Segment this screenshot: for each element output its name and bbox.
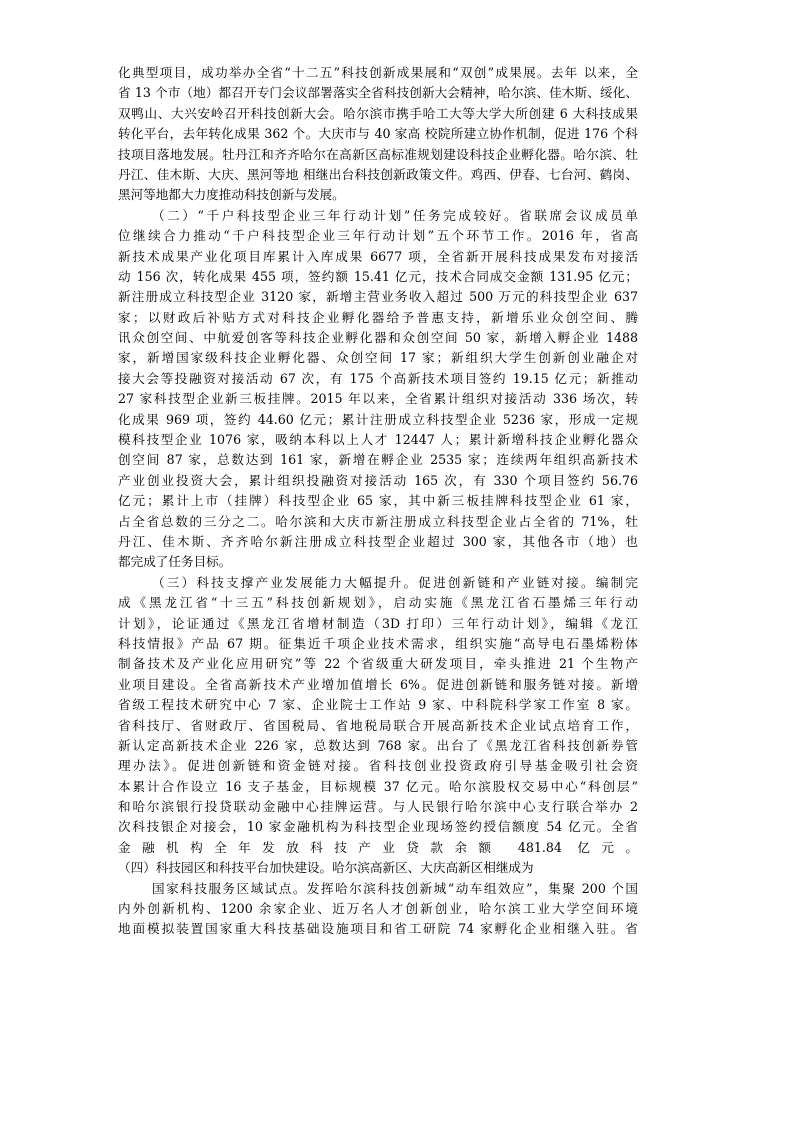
text-line: 丹江、佳木斯、大庆、黑河等地 相继出台科技创新政策文件。鸡西、伊春、七台河、鹤岗、 bbox=[118, 166, 638, 182]
text-line: 家，新增国家级科技企业孵化器、众创空间 17 家；新组织大学生创新创业融企对 bbox=[118, 350, 638, 366]
text-line: 都完成了任务目标。 bbox=[118, 554, 232, 570]
text-line: 业项目建设。全省高新技术产业增加值增长 6%。促进创新链和服务链对接。新增 bbox=[118, 676, 638, 692]
text-line: 讯众创空间、中航爱创客等科技企业孵化器和众创空间 50 家，新增入孵企业 1488 bbox=[118, 330, 638, 346]
text-line: 和哈尔滨银行投贷联动金融中心挂牌运营。与人民银行哈尔滨中心支行联合举办 2 bbox=[118, 799, 638, 815]
section-heading-line: （二）“千户科技型企业三年行动计划”任务完成较好。省联席会议成员单 bbox=[152, 207, 638, 223]
text-line: 化典型项目，成功举办全省“十二五”科技创新成果展和“双创”成果展。去年 以来，全 bbox=[118, 65, 638, 80]
text-line: 模科技型企业 1076 家，吸纳本科以上人才 12447 人；累计新增科技企业孵化器众 bbox=[118, 432, 638, 448]
text-line: 位继续合力推动“千户科技型企业三年行动计划”五个环节工作。2016 年，省高 bbox=[118, 228, 638, 244]
text-line: 计划》，论证通过《黑龙江省增材制造（3D 打印）三年行动计划》，编辑《龙江 bbox=[118, 615, 638, 631]
text-line: 黑河等地都大力度推动科技创新与发展。 bbox=[118, 187, 345, 203]
text-line: 新认定高新技术企业 226 家，总数达到 768 家。出台了《黑龙江省科技创新券管 bbox=[118, 737, 638, 753]
text-line: 接大会等投融资对接活动 67 次，有 175 个高新技术项目签约 19.15 亿元；新推动 bbox=[118, 370, 638, 386]
text-line: 占全省总数的三分之二。哈尔滨和大庆市新注册成立科技型企业占全省的 71%，牡 bbox=[118, 513, 638, 529]
text-line: 化成果 969 项，签约 44.60 亿元；累计注册成立科技型企业 5236 家，形成一定规 bbox=[118, 411, 638, 427]
text-line: 省科技厅、省财政厅、省国税局、省地税局联合开展高新技术企业试点培育工作， bbox=[118, 717, 638, 733]
text-line: 内外创新机构、1200 余家企业、近万名人才创新创业，哈尔滨工业大学空间环境 bbox=[118, 901, 638, 917]
text-line: 省级工程技术研究中心 7 家、企业院士工作站 9 家、中科院科学家工作室 8 家。 bbox=[118, 697, 638, 713]
text-line: 双鸭山、大兴安岭召开科技创新大会。哈尔滨市携手哈工大等大学大所创建 6 大科技成果 bbox=[118, 105, 638, 121]
text-line: 创空间 87 家，总数达到 161 家，新增在孵企业 2535 家；连续两年组织高新技术 bbox=[118, 452, 638, 468]
text-line: 本累计合作设立 16 支子基金，目标规模 37 亿元。哈尔滨股权交易中心“科创层” bbox=[118, 778, 638, 794]
text-line: 亿元；累计上市（挂牌）科技型企业 65 家，其中新三板挂牌科技型企业 61 家， bbox=[118, 493, 638, 509]
text-line: 成《黑龙江省“十三五”科技创新规划》，启动实施《黑龙江省石墨烯三年行动 bbox=[118, 595, 638, 611]
text-line: 丹江、佳木斯、齐齐哈尔新注册成立科技型企业超过 300 家，其他各市（地）也 bbox=[118, 533, 638, 549]
text-line: 科技情报》产品 67 期。征集近千项企业技术需求，组织实施“高导电石墨烯粉体 bbox=[118, 635, 638, 651]
text-line: 新注册成立科技型企业 3120 家，新增主营业务收入超过 500 万元的科技型企业 637 bbox=[118, 289, 638, 305]
text-line: 金融机构全年发放科技产业贷款余额 481.84 亿元。 bbox=[118, 839, 638, 855]
document-body bbox=[118, 63, 638, 960]
text-line: 制备技术及产业化应用研究”等 22 个省级重大研发项目，牵头推进 21 个生物产 bbox=[118, 656, 638, 672]
text-line: 理办法》。促进创新链和资金链对接。省科技创业投资政府引导基金吸引社会资 bbox=[118, 758, 638, 774]
text-line: 动 156 次，转化成果 455 项，签约额 15.41 亿元，技术合同成交金额 131.95 亿元； bbox=[118, 268, 638, 284]
text-line bbox=[118, 940, 638, 960]
text-line: 次科技银企对接会，10 家金融机构为科技型企业现场签约授信额度 54 亿元。全省 bbox=[118, 819, 638, 835]
text-line: 27 家科技型企业新三板挂牌。2015 年以来，全省累计组织对接活动 336 场次，转 bbox=[118, 391, 638, 407]
text-line: 新技术成果产业化项目库累计入库成果 6677 项，全省新开展科技成果发布对接活 bbox=[118, 248, 638, 264]
text-line: 地面模拟装置国家重大科技基础设施项目和省工研院 74 家孵化企业相继入驻。省 bbox=[118, 921, 638, 937]
section-heading-line: （三）科技支撑产业发展能力大幅提升。促进创新链和产业链对接。编制完 bbox=[152, 574, 638, 590]
text-line: 家；以财政后补贴方式对科技企业孵化器给予普惠支持，新增乐业众创空间、腾 bbox=[118, 309, 638, 325]
text-line: （四）科技园区和科技平台加快建设。哈尔滨高新区、大庆高新区相继成为 bbox=[118, 860, 534, 876]
section-heading-line: 国家科技服务区域试点。发挥哈尔滨科技创新城“动车组效应”，集聚 200 个国 bbox=[152, 880, 638, 896]
text-line: 技项目落地发展。牡丹江和齐齐哈尔在高新区高标准规划建设科技企业孵化器。哈尔滨、牡 bbox=[118, 146, 638, 162]
text-line: 转化平台，去年转化成果 362 个。大庆市与 40 家高 校院所建立协作机制，促进 176 个科 bbox=[118, 126, 638, 142]
text-line: 省 13 个市（地）都召开专门会议部署落实全省科技创新大会精神，哈尔滨、佳木斯、绥化、 bbox=[118, 85, 638, 101]
text-line: 产业创业投资大会，累计组织投融资对接活动 165 次，有 330 个项目签约 56.76 bbox=[118, 472, 638, 488]
